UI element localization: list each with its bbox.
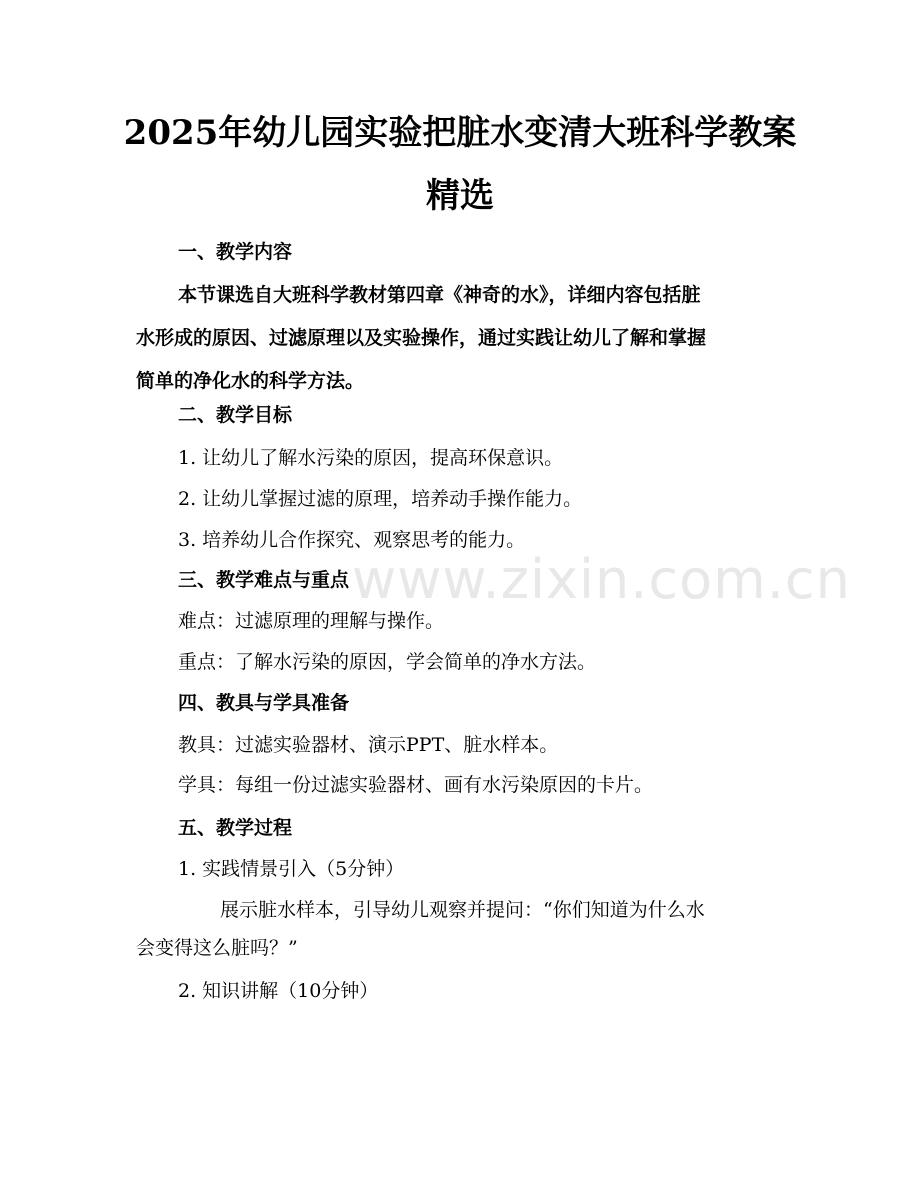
content-paragraph-line: 水形成的原因、过滤原理以及实验操作，通过实践让幼儿了解和掌握 xyxy=(136,327,707,349)
process-paragraph-line: 会变得这么脏吗？” xyxy=(136,937,298,959)
teacher-materials: 教具：过滤实验器材、演示PPT、脏水样本。 xyxy=(178,734,559,756)
difficulty-text: 难点：过滤原理的理解与操作。 xyxy=(178,610,445,632)
section-heading-goals: 二、教学目标 xyxy=(178,404,293,426)
process-paragraph-line: 展示脏水样本，引导幼儿观察并提问：“你们知道为什么水 xyxy=(220,899,705,921)
document-title-continued: 精选 xyxy=(426,176,494,216)
student-materials: 学具：每组一份过滤实验器材、画有水污染原因的卡片。 xyxy=(178,774,654,796)
section-heading-materials: 四、教具与学具准备 xyxy=(178,692,350,714)
section-heading-focus: 三、教学难点与重点 xyxy=(178,569,350,591)
process-step: 2. 知识讲解（10分钟） xyxy=(178,980,379,1002)
section-heading-process: 五、教学过程 xyxy=(178,817,293,839)
goal-item: 3. 培养幼儿合作探究、观察思考的能力。 xyxy=(178,529,526,551)
goal-item: 1. 让幼儿了解水污染的原因，提高环保意识。 xyxy=(178,447,564,469)
process-step: 1. 实践情景引入（5分钟） xyxy=(178,858,405,880)
section-heading-content: 一、教学内容 xyxy=(178,241,293,263)
key-point-text: 重点：了解水污染的原因，学会简单的净水方法。 xyxy=(178,651,597,673)
content-paragraph-line: 本节课选自大班科学教材第四章《神奇的水》，详细内容包括脏 xyxy=(178,284,701,306)
document-title: 2025年幼儿园实验把脏水变清大班科学教案 xyxy=(123,113,797,153)
content-paragraph-line: 简单的净化水的科学方法。 xyxy=(136,370,365,392)
watermark: www.zixin.com.cn xyxy=(352,548,851,611)
goal-item: 2. 让幼儿掌握过滤的原理，培养动手操作能力。 xyxy=(178,488,583,510)
